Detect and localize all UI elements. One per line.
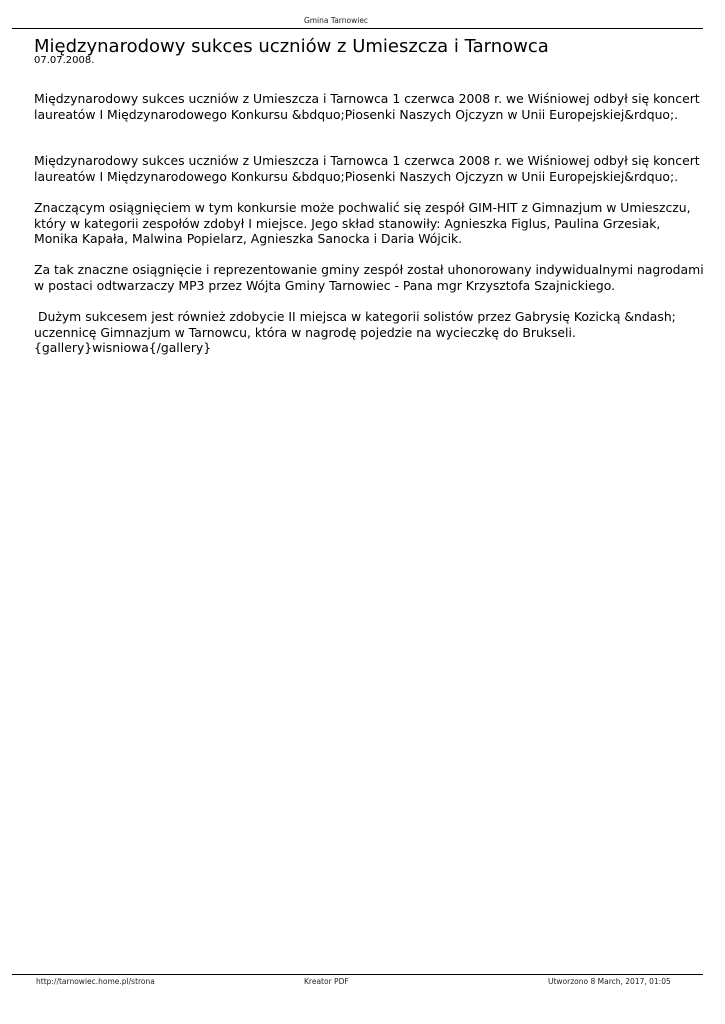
- article-paragraph-intro: Międzynarodowy sukces uczniów z Umieszcza i Tarnowca 1 czerwca 2008 r. we Wiśniowej odbył się koncert laureatów I Międzynarodowego Konkursu &bdquo;Piosenki Naszych Ojczyzn w Unii Europejskiej&rdquo;.: [34, 153, 700, 184]
- footer-url-link[interactable]: http://tarnowiec.home.pl/strona: [36, 977, 155, 986]
- article-paragraph-winners: Znaczącym osiągnięciem w tym konkursie może pochwalić się zespół GIM-HIT z Gimnazjum w Umieszczu, który w kategorii zespołów zdobył I miejsce. Jego skład stanowiły: Agnieszka Figlus, Paulina Grzesiak, Monika Kapała, Malwina Popielarz, Agnieszka Sanocka i Daria Wójcik.: [34, 199, 691, 247]
- article-body: [34, 91, 706, 356]
- article-date: 07.07.2008.: [34, 55, 95, 66]
- footer-generator: Kreator PDF: [304, 977, 349, 986]
- article-paragraph-soloist: Dużym sukcesem jest również zdobycie II miejsca w kategorii solistów przez Gabrysię Kozicką &ndash; uczennicę Gimnazjum w Tarnowcu, która w nagrodę pojedzie na wycieczkę do Brukseli. {gallery}wisniowa{/gallery}: [34, 309, 680, 356]
- footer-divider: [12, 974, 703, 975]
- article-title: Międzynarodowy sukces uczniów z Umieszcza i Tarnowca: [34, 36, 549, 57]
- header-site-name: Gmina Tarnowiec: [303, 16, 369, 25]
- article-paragraph-lead: Międzynarodowy sukces uczniów z Umieszcza i Tarnowca 1 czerwca 2008 r. we Wiśniowej odbył się koncert laureatów I Międzynarodowego Konkursu &bdquo;Piosenki Naszych Ojczyzn w Unii Europejskiej&rdquo;.: [34, 91, 700, 122]
- footer-created-date: Utworzono 8 March, 2017, 01:05: [548, 977, 671, 986]
- header-divider: [12, 28, 703, 29]
- article-paragraph-awards: Za tak znaczne osiągnięcie i reprezentowanie gminy zespół został uhonorowany indywidualnymi nagrodami w postaci odtwarzaczy MP3 przez Wójta Gminy Tarnowiec - Pana mgr Krzysztofa Szajnickiego.: [34, 262, 704, 293]
